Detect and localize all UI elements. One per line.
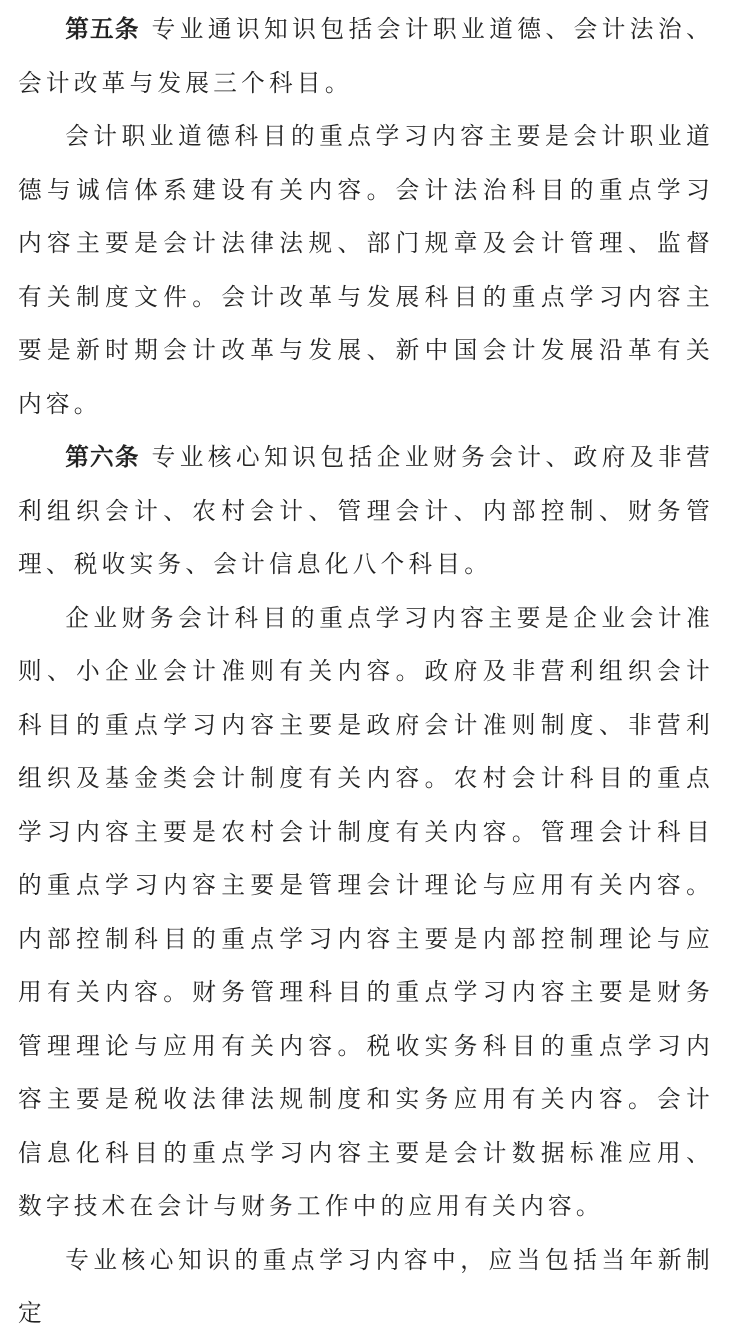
article-5-heading: 第五条 (65, 15, 140, 43)
closing-paragraph: 专业核心知识的重点学习内容中，应当包括当年新制定 (18, 1245, 714, 1327)
article-6-paragraph (18, 431, 714, 592)
article-5-detail-paragraph: 会计职业道德科目的重点学习内容主要是会计职业道德与诚信体系建设有关内容。会计法治科目的重点学习内容主要是会计法律法规、部门规章及会计管理、监督有关制度文件。会计改革与发展科目的重点学习内容主要是新时期会计改革与发展、新中国会计发展沿革有关内容。 (18, 122, 714, 418)
article-5-text: 专业通识知识包括会计职业道德、会计法治、会计改革与发展三个科目。 (18, 15, 714, 97)
article-6-detail-paragraph: 企业财务会计科目的重点学习内容主要是企业会计准则、小企业会计准则有关内容。政府及非营利组织会计科目的重点学习内容主要是政府会计准则制度、非营利组织及基金类会计制度有关内容。农村会计科目的重点学习内容主要是农村会计制度有关内容。管理会计科目的重点学习内容主要是管理会计理论与应用有关内容。内部控制科目的重点学习内容主要是内部控制理论与应用有关内容。财务管理科目的重点学习内容主要是财务管理理论与应用有关内容。税收实务科目的重点学习内容主要是税收法律法规制度和实务应用有关内容。会计信息化科目的重点学习内容主要是会计数据标准应用、数字技术在会计与财务工作中的应用有关内容。 (18, 603, 714, 1220)
article-6-text: 专业核心知识包括企业财务会计、政府及非营利组织会计、农村会计、管理会计、内部控制、财务管理、税收实务、会计信息化八个科目。 (18, 443, 714, 578)
article-5-paragraph (18, 3, 714, 110)
document-page (18, 0, 714, 1341)
article-6-heading: 第六条 (65, 443, 140, 471)
